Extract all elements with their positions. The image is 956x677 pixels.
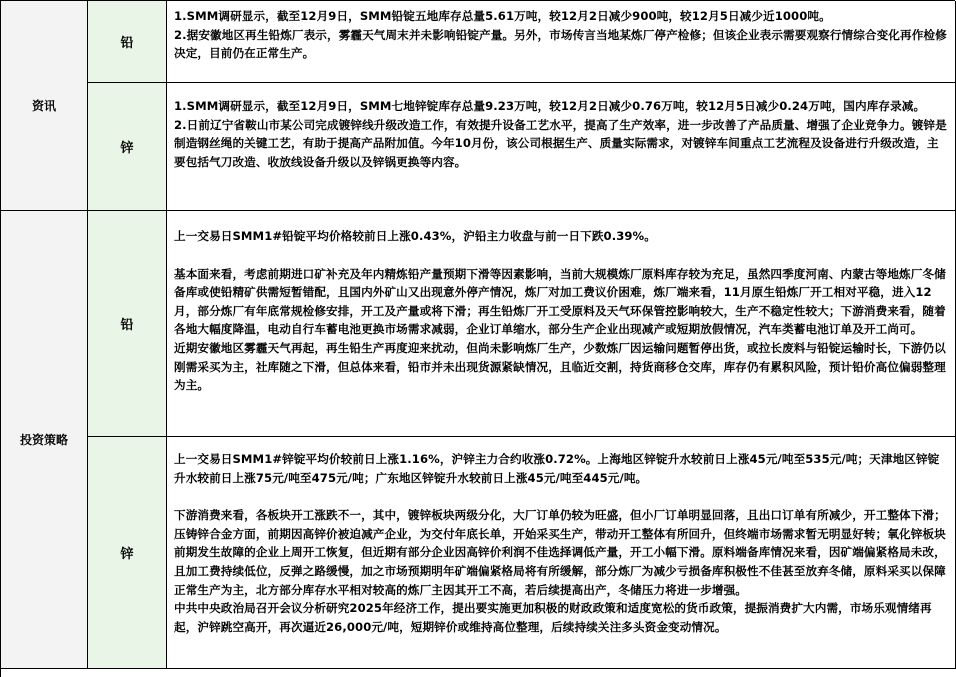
news-lead-content (167, 1, 956, 83)
news-lead-item-2: 2.据安徽地区再生铅炼厂表示，雾霾天气周末并未影响铅锭产量。另外，市场传言当地某炼厂停产检修；但该企业表示需要观察行情综合变化再作检修决定，目前仍在正常生产。 (174, 27, 947, 61)
strategy-zinc-analysis: 下游消费来看，各板块开工涨跌不一，其中，镀锌板块两级分化，大厂订单仍较为旺盛，但小厂订单明显回落，且出口订单有所减少，开工整体下滑；压铸锌合金方面，前期因高锌价被迫减产企业，为交付年底长单，开始采买生产，带动开工整体有所回升，但终端市场需求暂无明显好转；氧化锌板块前期发生故障的企业上周开工恢复，但近期有部分企业因高锌价利润不佳选择调低产量，开工小幅下滑。原料端备库情况来看，因矿端偏紧格局未改，且加工费持续低位，反弹之路缓慢，加之市场预期明年矿端偏紧格局将有所缓解，部分炼厂为减少亏损备库积极性不佳甚至放弃冬储，原料采买以保障正常生产为主，北方部分库存水平相对较高的炼厂主因其开工不高，若后续提高出产，冬储压力将进一步增强。 (174, 508, 946, 597)
metal-lead-strategy (88, 211, 167, 437)
news-zinc-item-1: 1.SMM调研显示，截至12月9日，SMM七地锌锭库存总量9.23万吨，较12月2日减少0.76万吨，较12月5日减少0.24万吨，国内库存录减。 (174, 99, 926, 113)
paragraph-gap (174, 246, 949, 265)
category-strategy (1, 211, 88, 669)
metal-label: 铅 (120, 318, 134, 333)
metal-label: 锌 (120, 547, 134, 562)
strategy-zinc-content (167, 437, 956, 669)
metal-lead-news (88, 1, 167, 83)
news-lead-item-1: 1.SMM调研显示，截至12月9日，SMM铅锭五地库存总量5.61万吨，较12月2日减少900吨，较12月5日减少近1000吨。 (174, 9, 831, 23)
metal-label: 铅 (120, 36, 134, 51)
strategy-zinc-price: 上一交易日SMM1#锌锭平均价较前日上涨1.16%，沪锌主力合约收涨0.72%。上海地区锌锭升水较前日上涨45元/吨至535元/吨；天津地区锌锭升水较前日上涨75元/吨至475元/吨；广东地区锌锭升水较前日上涨45元/吨至445元/吨。 (174, 452, 940, 485)
news-zinc-item-2: 2.日前辽宁省鞍山市某公司完成镀锌线升级改造工作，有效提升设备工艺水平，提高了生产效率，进一步改善了产品质量、增强了企业竞争力。镀锌是制造钢丝绳的关键工艺，有助于提高产品附加值。今年10月份，该公司根据生产、质量实际需求，对镀锌车间重点工艺流程及设备进行升级改造，主要包括气刀改造、收放线设备升级以及锌锅更换等内容。 (174, 117, 947, 169)
metal-label: 锌 (120, 141, 134, 156)
metal-zinc-news (88, 83, 167, 211)
category-strategy-label: 投资策略 (19, 433, 68, 447)
strategy-lead-price: 上一交易日SMM1#铅锭平均价格较前日上涨0.43%，沪铅主力收盘与前一日下跌0.39%。 (174, 229, 656, 243)
paragraph-gap (174, 487, 949, 506)
strategy-lead-outlook: 近期安徽地区雾霾天气再起，再生铅生产再度迎来扰动，但尚未影响炼厂生产，少数炼厂因运输问题暂停出货，或拉长废料与铅锭运输时长，下游仍以刚需采买为主，社库随之下滑，但总体来看，铅市并未出现货源紧缺情况，且临近交割，持货商移仓交库，库存仍有累积风险，预计铅价高位偏弱整理为主。 (174, 340, 946, 393)
news-zinc-content (167, 83, 956, 211)
metal-zinc-strategy (88, 437, 167, 669)
category-news-label: 资讯 (31, 99, 56, 113)
category-news (1, 1, 88, 211)
strategy-zinc-outlook: 中共中央政治局召开会议分析研究2025年经济工作，提出要实施更加积极的财政政策和适度宽松的货币政策，提振消费扩大内需，市场乐观情绪再起，沪锌跳空高开，再次逼近26,000元/吨，短期锌价或维持高位整理，后续持续关注多头资金变动情况。 (174, 601, 932, 634)
strategy-lead-analysis: 基本面来看，考虑前期进口矿补充及年内精炼铅产量预期下滑等因素影响，当前大规模炼厂原料库存较为充足，虽然四季度河南、内蒙古等地炼厂冬储备库或使铅精矿供需短暂错配，且国内外矿山又出现意外停产情况，炼厂对加工费议价困难，炼厂端来看，11月原生铅炼厂开工相对平稳，进入12月，部分炼厂有年底常规检修安排，开工及产量或将下滑；再生铅炼厂开工受原料及天气环保管控影响较大，生产不稳定性较大；下游消费来看，随着各地大幅度降温，电动自行车蓄电池更换市场需求减弱，企业订单缩水，部分生产企业出现减产或短期放假情况，汽车类蓄电池订单及开工尚可。 (174, 266, 946, 337)
strategy-lead-content (167, 211, 956, 437)
